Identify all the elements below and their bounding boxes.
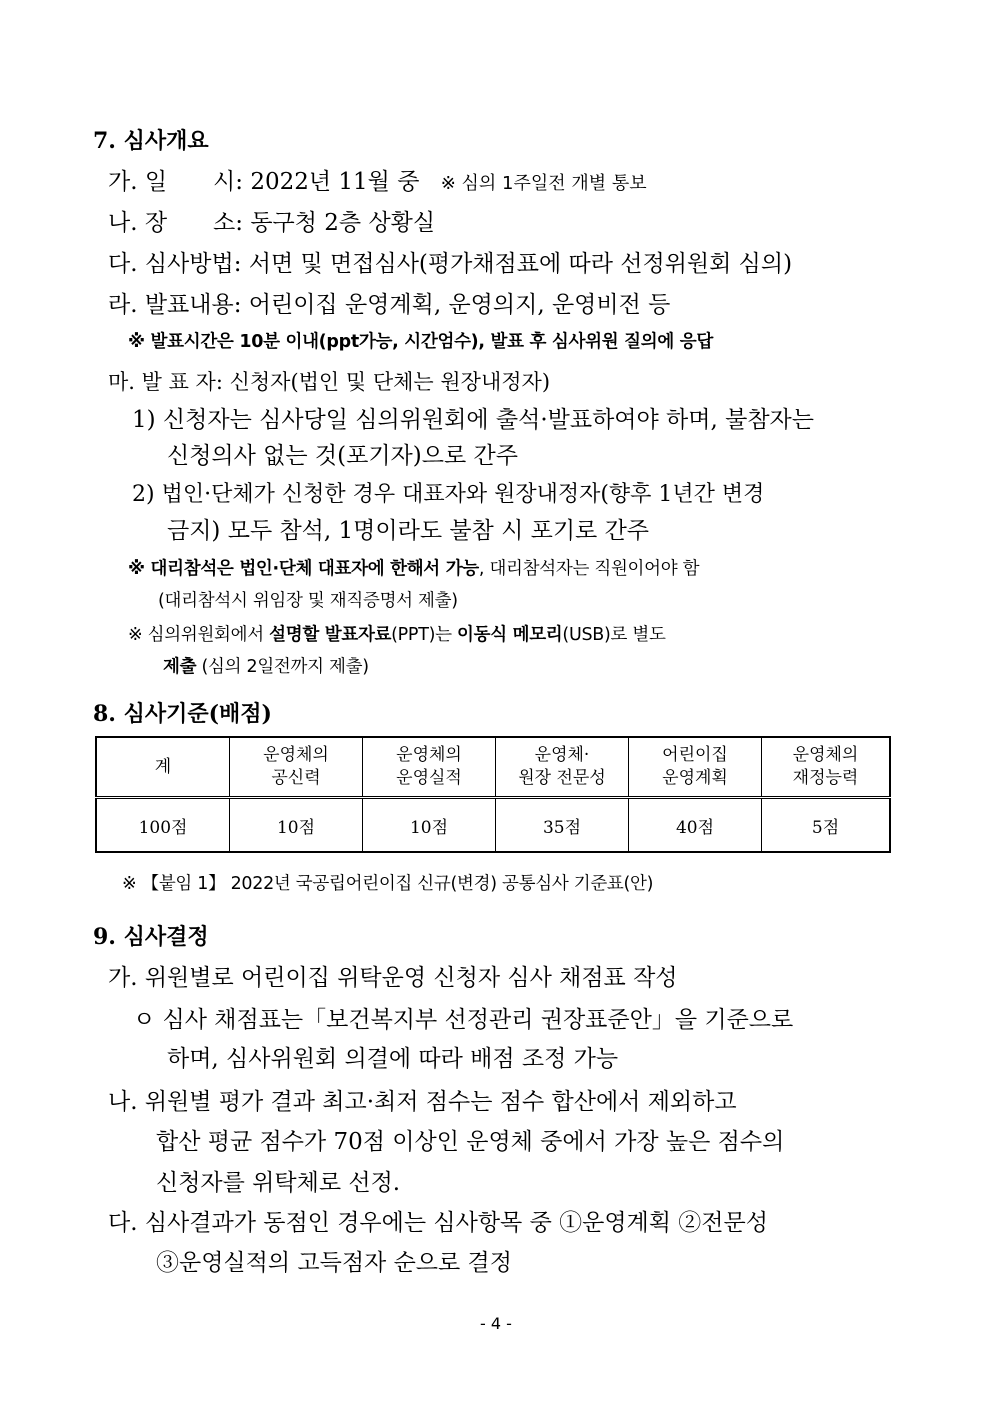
- criteria-header-row: [96, 737, 890, 798]
- note-ppt-pre: ※ 심의위원회에서: [128, 625, 270, 645]
- criteria-value-row: [96, 798, 890, 853]
- note-proxy-rest: , 대리참석자는 직원이어야 함: [478, 559, 700, 579]
- item-ga-label: 가. 일 시:: [108, 169, 244, 195]
- item-9-ga-1-line1: ㅇ 심사 채점표는「보건복지부 선정관리 권장표준안」을 기준으로: [133, 1007, 794, 1033]
- item-ga-note: ※ 심의 1주일전 개별 통보: [440, 173, 647, 194]
- note-ppt-submission: [128, 620, 666, 650]
- criteria-header-cell: 계: [96, 737, 230, 798]
- item-ma-1-line1: 1) 신청자는 심사당일 심의위원회에 출석·발표하여야 하며, 불참자는: [132, 407, 814, 433]
- note-proxy-line2: (대리참석시 위임장 및 재직증명서 제출): [158, 591, 458, 611]
- section-9-title: 9. 심사결정: [93, 924, 209, 950]
- item-9-na-line3: 신청자를 위탁체로 선정.: [156, 1170, 401, 1196]
- page-number: - 4 -: [480, 1314, 512, 1333]
- note-ppt-post: (USB)로 별도: [562, 625, 666, 645]
- criteria-value-cell: 10점: [363, 798, 496, 853]
- item-9-na-line2: 합산 평균 점수가 70점 이상인 운영체 중에서 가장 높은 점수의: [156, 1129, 785, 1155]
- item-ma-presenter: 마. 발 표 자: 신청자(법인 및 단체는 원장내정자): [108, 370, 551, 394]
- item-ma-1-line2: 신청의사 없는 것(포기자)으로 간주: [167, 443, 518, 469]
- item-ma-2-line1: 2) 법인·단체가 신청한 경우 대표자와 원장내정자(향후 1년간 변경: [132, 482, 765, 507]
- item-9-da-line1: 다. 심사결과가 동점인 경우에는 심사항목 중 ①운영계획 ②전문성: [108, 1210, 768, 1236]
- note-ppt-submit-bold: 제출: [163, 657, 197, 677]
- note-ppt-bold2: 이동식 메모리: [456, 625, 563, 645]
- section-7-title: 7. 심사개요: [93, 128, 209, 154]
- criteria-value-cell: 100점: [96, 798, 230, 853]
- criteria-value-cell: 10점: [230, 798, 363, 853]
- note-proxy-bold: ※ 대리참석은 법인·단체 대표자에 한해서 가능: [128, 559, 479, 579]
- criteria-header-cell: 운영체· 원장 전문성: [496, 737, 629, 798]
- item-ga-schedule: [108, 167, 647, 199]
- item-ra-content: 라. 발표내용: 어린이집 운영계획, 운영의지, 운영비전 등: [108, 292, 671, 318]
- note-ppt-mid: (PPT)는: [391, 625, 457, 645]
- note-ppt-submit-rest: (심의 2일전까지 제출): [196, 657, 369, 677]
- note-ppt-bold1: 설명할 발표자료: [269, 625, 392, 645]
- item-9-na-line1: 나. 위원별 평가 결과 최고·최저 점수는 점수 합산에서 제외하고: [108, 1089, 737, 1115]
- note-ppt-line2: [163, 652, 369, 682]
- note-attachment: ※ 【붙임 1】 2022년 국공립어린이집 신규(변경) 공통심사 기준표(안): [122, 874, 654, 894]
- criteria-header-cell: 어린이집 운영계획: [629, 737, 762, 798]
- criteria-value-cell: 35점: [496, 798, 629, 853]
- item-ga-value: 2022년 11월 중: [250, 169, 420, 195]
- criteria-table: [95, 736, 891, 853]
- item-ma-2-line2: 금지) 모두 참석, 1명이라도 불참 시 포기로 간주: [167, 518, 650, 544]
- item-da-method: [108, 249, 884, 279]
- criteria-value-cell: 5점: [762, 798, 891, 853]
- note-presentation-time: ※ 발표시간은 10분 이내(ppt가능, 시간엄수), 발표 후 심사위원 질의에 응답: [128, 332, 713, 352]
- criteria-header-cell: 운영체의 운영실적: [363, 737, 496, 798]
- criteria-value-cell: 40점: [629, 798, 762, 853]
- item-na-location: 나. 장 소: 동구청 2층 상황실: [108, 210, 436, 236]
- item-9-ga: 가. 위원별로 어린이집 위탁운영 신청자 심사 채점표 작성: [108, 965, 678, 991]
- criteria-header-cell: 운영체의 재정능력: [762, 737, 891, 798]
- criteria-header-cell: 운영체의 공신력: [230, 737, 363, 798]
- item-9-da-line2: ③운영실적의 고득점자 순으로 결정: [156, 1250, 512, 1276]
- note-proxy-attendance: [128, 554, 699, 584]
- section-8-title: 8. 심사기준(배점): [93, 701, 272, 727]
- item-da-text: 다. 심사방법: 서면 및 면접심사(평가채점표에 따라 선정위원회 심의): [108, 251, 793, 277]
- item-9-ga-1-line2: 하며, 심사위원회 의결에 따라 배점 조정 가능: [167, 1046, 619, 1072]
